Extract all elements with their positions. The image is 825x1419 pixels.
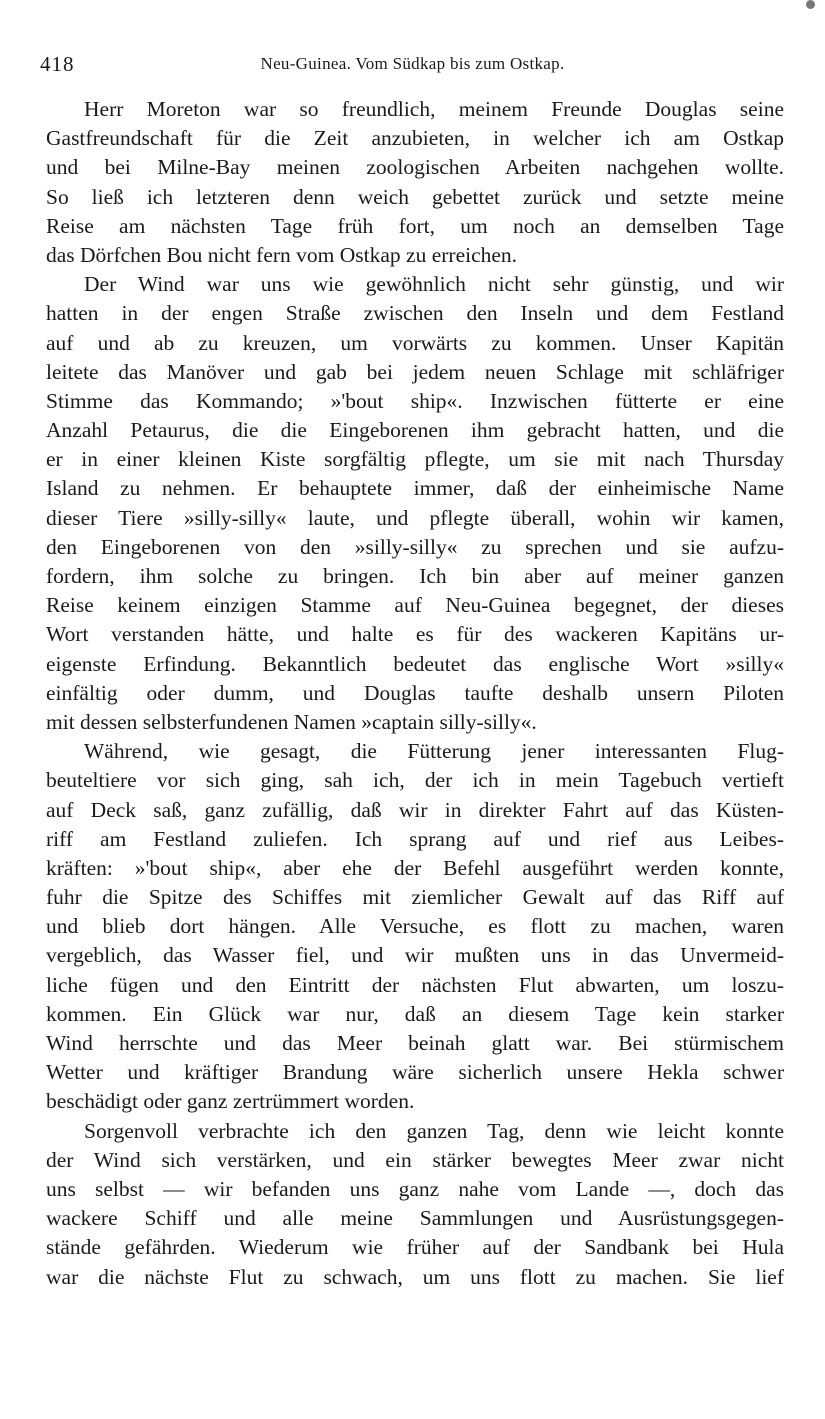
paragraph xyxy=(46,95,784,270)
text-line: Während, wie gesagt, die Fütterung jener interessanten Flug- xyxy=(84,739,784,764)
text-line: stände gefährden. Wiederum wie früher auf der Sandbank bei Hula xyxy=(46,1235,784,1260)
text-line: hatten in der engen Straße zwischen den Inseln und dem Festland xyxy=(46,301,784,326)
text-line: kommen. Ein Glück war nur, daß an diesem Tage kein starker xyxy=(46,1001,784,1026)
running-head: Neu-Guinea. Vom Südkap bis zum Ostkap. xyxy=(260,54,565,73)
text-line: Reise keinem einzigen Stamme auf Neu-Guinea begegnet, der dieses xyxy=(46,593,784,618)
body-text xyxy=(46,95,784,1292)
text-line: wackere Schiff und alle meine Sammlungen und Ausrüstungsgegen- xyxy=(46,1206,784,1231)
text-line: und blieb dort hängen. Alle Versuche, es flott zu machen, waren xyxy=(46,914,784,939)
text-line: fordern, ihm solche zu bringen. Ich bin aber auf meiner ganzen xyxy=(46,564,784,588)
text-line: beschädigt oder ganz zertrümmert worden. xyxy=(46,1089,415,1114)
text-line: Wetter und kräftiger Brandung wäre sicherlich unsere Hekla schwer xyxy=(46,1060,784,1085)
text-line: liche fügen und den Eintritt der nächsten Flut abwarten, um loszu- xyxy=(46,972,784,997)
text-line: Gastfreundschaft für die Zeit anzubieten, in welcher ich am Ostkap xyxy=(46,126,784,151)
text-line: auf und ab zu kreuzen, um vorwärts zu kommen. Unser Kapitän xyxy=(46,330,784,355)
text-line: mit dessen selbsterfundenen Namen »captain silly-silly«. xyxy=(46,709,537,734)
text-line: und bei Milne-Bay meinen zoologischen Arbeiten nachgehen wollte. xyxy=(46,155,784,180)
text-line: den Eingeborenen von den »silly-silly« zu sprechen und sie aufzu- xyxy=(46,534,784,559)
text-line: Stimme das Kommando; »'bout ship«. Inzwischen fütterte er eine xyxy=(46,388,784,413)
text-line: eigenste Erfindung. Bekanntlich bedeutet das englische Wort »silly« xyxy=(46,651,784,676)
text-line: das Dörfchen Bou nicht fern vom Ostkap zu erreichen. xyxy=(46,242,518,267)
text-line: war die nächste Flut zu schwach, um uns flott zu machen. Sie lief xyxy=(46,1264,784,1289)
paragraph xyxy=(46,737,784,1116)
text-line: dieser Tiere »silly-silly« laute, und pflegte überall, wohin wir kamen, xyxy=(46,505,784,530)
text-line: Sorgenvoll verbrachte ich den ganzen Tag, denn wie leicht konnte xyxy=(84,1118,784,1143)
text-line: beuteltiere vor sich ging, sah ich, der ich in mein Tagebuch vertieft xyxy=(46,768,784,793)
text-line: uns selbst — wir befanden uns ganz nahe vom Lande —, doch das xyxy=(46,1176,784,1201)
text-line: vergeblich, das Wasser fiel, und wir mußten uns in das Unvermeid- xyxy=(46,943,784,968)
paragraph xyxy=(46,1117,784,1292)
text-line: kräften: »'bout ship«, aber ehe der Befehl ausgeführt werden konnte, xyxy=(46,855,784,880)
text-line: einfältig oder dumm, und Douglas taufte deshalb unsern Piloten xyxy=(46,680,784,705)
text-line: Wind herrschte und das Meer beinah glatt war. Bei stürmischem xyxy=(46,1031,784,1055)
text-line: Anzahl Petaurus, die die Eingeborenen ihm gebracht hatten, und die xyxy=(46,418,784,443)
text-line: Herr Moreton war so freundlich, meinem Freunde Douglas seine xyxy=(84,97,784,121)
page-number: 418 xyxy=(40,52,75,76)
paragraph xyxy=(46,270,784,737)
text-line: auf Deck saß, ganz zufällig, daß wir in direkter Fahrt auf das Küsten- xyxy=(46,797,784,822)
text-line: fuhr die Spitze des Schiffes mit ziemlicher Gewalt auf das Riff auf xyxy=(46,885,784,910)
text-line: der Wind sich verstärken, und ein stärker bewegtes Meer zwar nicht xyxy=(46,1147,784,1172)
page-header xyxy=(40,52,785,78)
corner-dot-mark xyxy=(806,0,815,9)
text-line: Der Wind war uns wie gewöhnlich nicht sehr günstig, und wir xyxy=(84,272,784,297)
text-line: leitete das Manöver und gab bei jedem neuen Schlage mit schläfriger xyxy=(46,359,784,384)
text-line: Island zu nehmen. Er behauptete immer, daß der einheimische Name xyxy=(46,476,784,501)
text-line: Reise am nächsten Tage früh fort, um noch an demselben Tage xyxy=(46,213,784,238)
text-line: riff am Festland zuliefen. Ich sprang auf und rief aus Leibes- xyxy=(46,826,784,851)
text-line: er in einer kleinen Kiste sorgfältig pflegte, um sie mit nach Thursday xyxy=(46,447,784,472)
text-line: Wort verstanden hätte, und halte es für des wackeren Kapitäns ur- xyxy=(46,622,784,647)
text-line: So ließ ich letzteren denn weich gebettet zurück und setzte meine xyxy=(46,184,784,209)
